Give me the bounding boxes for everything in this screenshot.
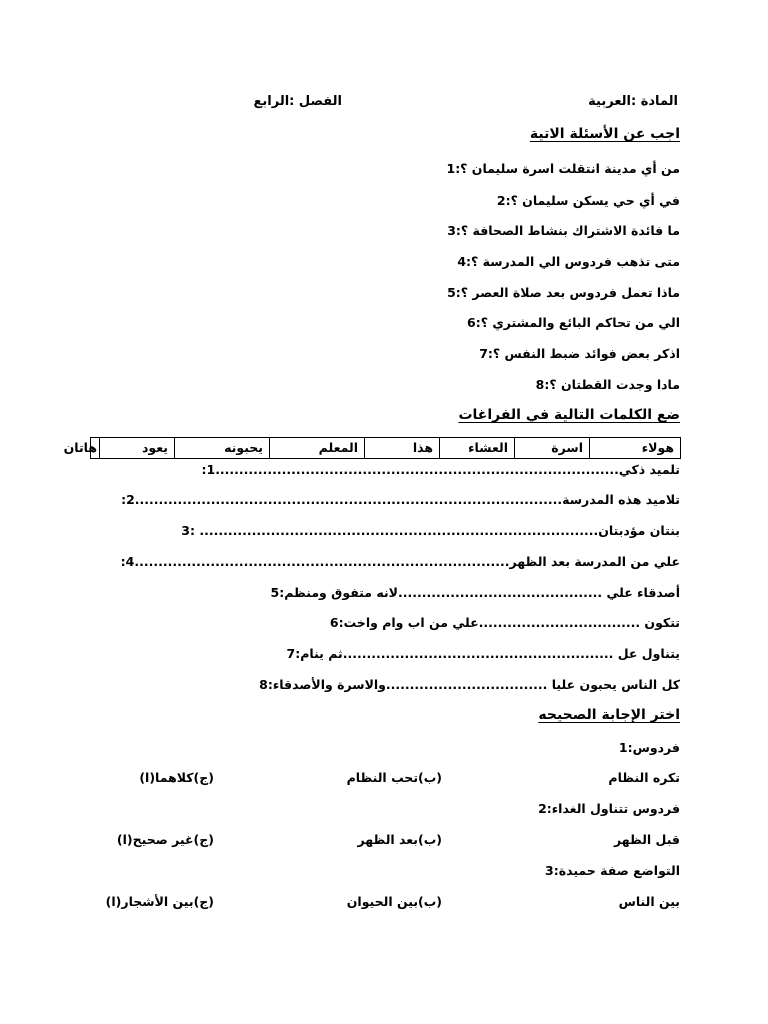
word-bank-cell: هذا [365, 438, 440, 459]
fill-sentence-6: تتكون ..................................علي من اب وام واخت:6 [329, 615, 680, 630]
fill-sentence-7: يتناول عل .........................................................ثم ينام:7 [286, 646, 680, 661]
section2-title: ضع الكلمات التالية في الفراغات [458, 407, 680, 423]
fill-sentence-2: تلاميد هذه المدرسة..........................................................................................2: [121, 492, 680, 507]
mcq-3-option-a: بين الناس [618, 894, 680, 909]
fill-sentence-4: علي من المدرسة بعد الظهر...............................................................................4: [120, 554, 680, 569]
fill-sentence-8: كل الناس يحبون عليا ..................................والاسرة والأصدقاء:8 [259, 677, 680, 692]
word-bank-table [63, 437, 681, 459]
word-bank-cell: العشاء [440, 438, 515, 459]
mcq-question-2: فردوس تتناول الغداء:2 [538, 801, 680, 816]
question-7: اذكر بعض فوائد ضبط النفس ؟:7 [479, 346, 680, 361]
fill-sentence-5: أصدقاء علي ...........................................لانه متفوق ومنظم:5 [270, 585, 680, 600]
mcq-1-option-b: (ب)تحب النظام [346, 770, 442, 785]
mcq-1-option-c: (ج)كلاهما(ا) [139, 770, 214, 785]
word-bank-cell: المعلم [270, 438, 365, 459]
section1-title: اجب عن الأسئلة الاتية [529, 126, 680, 142]
mcq-3-option-c: (ج)بين الأشجار(ا) [105, 894, 214, 909]
mcq-question-3: التواضع صفة حميدة:3 [545, 863, 680, 878]
question-1: من أي مدينة انتقلت اسرة سليمان ؟:1 [446, 161, 680, 176]
word-bank-cell: هولاء [590, 438, 681, 459]
fill-sentence-1: تلميد ذكي.....................................................................................1: [201, 462, 680, 477]
mcq-2-option-a: قبل الظهر [614, 832, 680, 847]
grade-label: الفصل :الرابع [253, 94, 342, 109]
word-bank-cell: يعود [100, 438, 175, 459]
question-6: الي من تحاكم البائع والمشتري ؟:6 [467, 315, 680, 330]
question-4: متى تذهب فردوس الي المدرسة ؟:4 [457, 254, 680, 269]
question-8: مادا وجدت القطتان ؟:8 [535, 377, 680, 392]
subject-label: المادة :العربية [588, 94, 678, 109]
question-2: في أي حي يسكن سليمان ؟:2 [496, 193, 680, 208]
word-bank-cell: هاتان [91, 438, 100, 459]
mcq-2-option-c: (ج)غير صحيح(ا) [116, 832, 214, 847]
word-bank-cell: يحبونه [175, 438, 270, 459]
mcq-3-option-b: (ب)بين الحيوان [346, 894, 442, 909]
word-bank-cell: اسرة [515, 438, 590, 459]
question-3: ما فائدة الاشتراك بنشاط الصحافة ؟:3 [447, 223, 680, 238]
question-5: ماذا تعمل فردوس بعد صلاة العصر ؟:5 [447, 285, 680, 300]
mcq-question-1: فردوس:1 [618, 740, 680, 755]
section3-title: اختر الإجابة الصحيحه [538, 707, 680, 723]
mcq-2-option-b: (ب)بعد الظهر [357, 832, 442, 847]
fill-sentence-3: بنتان مؤدبتان.................................................................................... :3 [181, 523, 680, 538]
mcq-1-option-a: تكره النظام [608, 770, 680, 785]
